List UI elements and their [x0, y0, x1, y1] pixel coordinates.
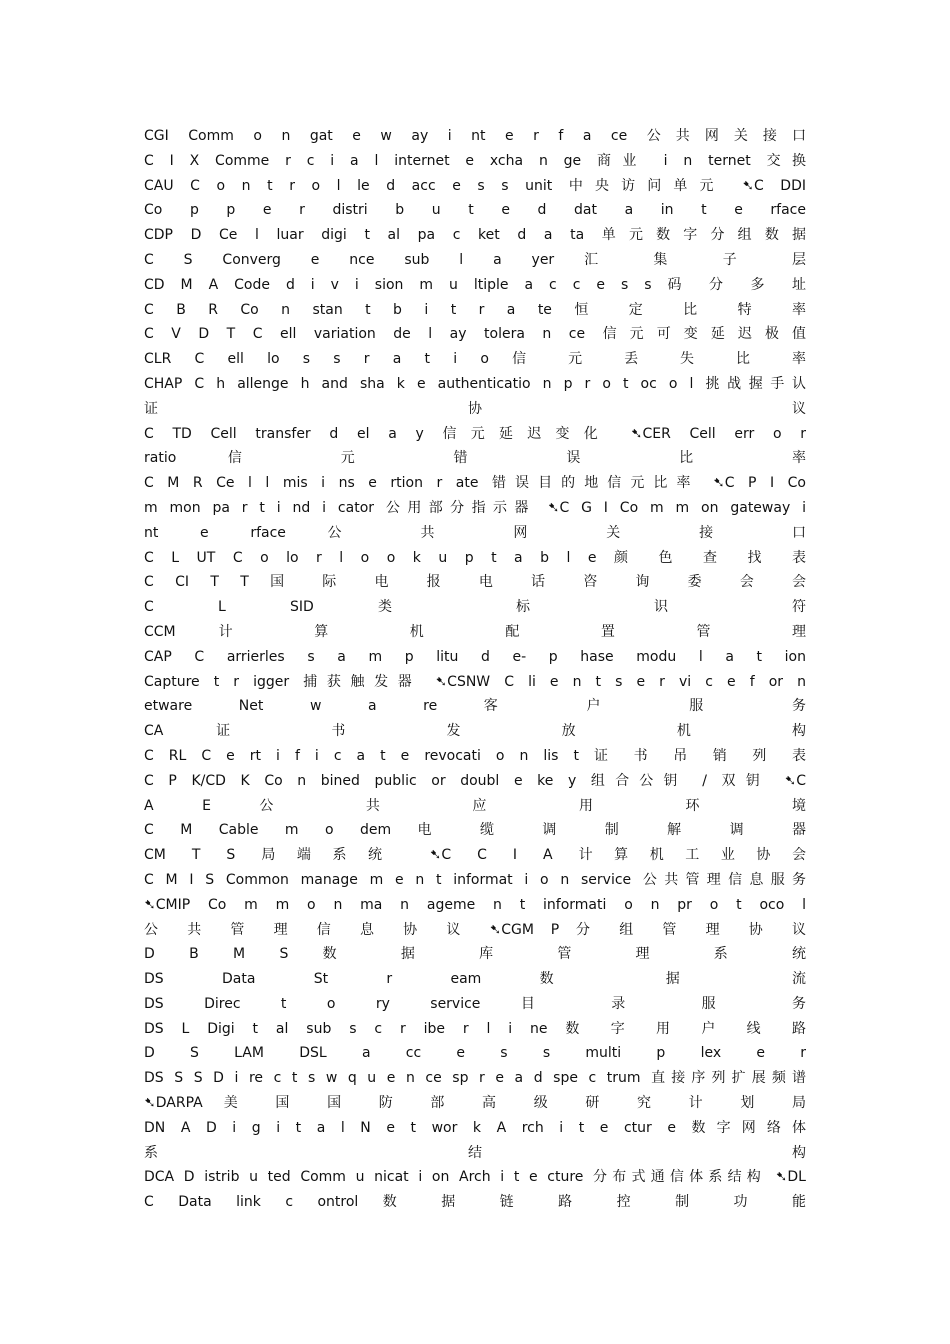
text-line: CCM 计 算 机 配 置 管 理	[144, 623, 806, 640]
text-line: 公 共 管 理 信 息 协 议 ➷CGM P 分 组 管 理 协 议	[144, 921, 806, 938]
text-line: C S Converg e nce sub l a yer 汇 集 子 层	[144, 251, 806, 268]
text-line: A E 公 共 应 用 环 境	[144, 797, 806, 814]
text-line: C P K/CD K Co n bined public or doubl e ke y 组合公钥 / 双钥 ➷C	[144, 772, 806, 789]
text-line: CAP C arrierles s a m p litu d e- p hase modu l a t ion	[144, 648, 806, 665]
text-line: C M I S Common manage m e n t informat i o n service 公共管理信息服务	[144, 871, 806, 888]
text-line: D B M S 数 据 库 管 理 系 统	[144, 946, 806, 963]
text-line: C L UT C o lo r l o o k u p t a b l e 颜 色 查 找 表	[144, 549, 806, 566]
text-line: nt e rface 公 共 网 关 接 口	[144, 524, 806, 541]
text-line: C V D T C ell variation de l ay tolera n ce 信元可变延迟极值	[144, 326, 806, 343]
text-line: C Data link c ontrol 数 据 链 路 控 制 功 能	[144, 1194, 806, 1211]
text-line: C RL C e rt i f i c a t e revocati o n lis t 证 书 吊 销 列 表	[144, 747, 806, 764]
text-line: DN A D i g i t a l N e t wor k A rch i t e ctur e 数字网络体	[144, 1119, 806, 1136]
text-line: etware Net w a re 客 户 服 务	[144, 698, 806, 715]
text-line: DS S S D i re c t s w q u e n ce sp r e a d spe c trum 直接序列扩展频谱	[144, 1070, 806, 1087]
text-line: C L SID 类 标 识 符	[144, 599, 806, 616]
text-line: C CI T T 国 际 电 报 电 话 咨 询 委 会 会	[144, 574, 806, 591]
text-line: CHAP C h allenge h and sha k e authenticatio n p r o t oc o l 挑战握手认	[144, 375, 806, 392]
text-line: DS Data St r eam 数 据 流	[144, 971, 806, 988]
text-line: CM T S 局端系统 ➷C C I A 计算机工业协会	[144, 847, 806, 864]
text-line: CAU C o n t r o l le d acc e s s unit 中央访问单元 ➷C DDI	[144, 177, 806, 194]
text-line: ratio 信 元 错 误 比 率	[144, 450, 806, 467]
text-line: ➷CMIP Co m m o n ma n ageme n t informati o n pr o t oco l	[144, 896, 806, 913]
text-line: C M R Ce l l mis i ns e rtion r ate 错误目的地信元比率 ➷C P I Co	[144, 475, 806, 492]
text-line: C M Cable m o dem 电 缆 调 制 解 调 器	[144, 822, 806, 839]
text-line: DS L Digi t al sub s c r ibe r l i ne 数 字 用 户 线 路	[144, 1020, 806, 1037]
text-line: Co p p e r distri b u t e d dat a in t e rface	[144, 202, 806, 219]
text-line: C TD Cell transfer d el a y 信元延迟变化 ➷CER Cell err o r	[144, 425, 806, 442]
text-line: CLR C ell lo s s r a t i o 信 元 丢 失 比 率	[144, 351, 806, 368]
text-line: ➷DARPA 美 国 国 防 部 高 级 研 究 计 划 局	[144, 1095, 806, 1112]
text-line: Capture t r igger 捕获触发器 ➷CSNW C li e n t s e r vi c e f or n	[144, 673, 806, 690]
text-line: CDP D Ce l luar digi t al pa c ket d a ta 单元数字分组数据	[144, 227, 806, 244]
text-line: CA 证 书 发 放 机 构	[144, 723, 806, 740]
text-line: C B R Co n stan t b i t r a te 恒 定 比 特 率	[144, 301, 806, 318]
text-line: D S LAM DSL a cc e s s multi p lex e r	[144, 1045, 806, 1062]
text-line: m mon pa r t i nd i cator 公用部分指示器 ➷C G I Co m m on gateway i	[144, 499, 806, 516]
text-line: DS Direc t o ry service 目 录 服 务	[144, 995, 806, 1012]
text-line: DCA D istrib u ted Comm u nicat i on Arch i t e cture 分布式通信体系结构 ➷DL	[144, 1169, 806, 1186]
glossary-text-block	[144, 124, 806, 1215]
text-line: 证 协 议	[144, 400, 806, 417]
text-line: CD M A Code d i v i sion m u ltiple a c c e s s 码 分 多 址	[144, 276, 806, 293]
text-line: CGI Comm o n gat e w ay i nt e r f a ce 公共网关接口	[144, 128, 806, 144]
text-line: C I X Comme r c i a l internet e xcha n ge 商业 i n ternet 交换	[144, 152, 806, 169]
text-line: 系 结 构	[144, 1144, 806, 1161]
